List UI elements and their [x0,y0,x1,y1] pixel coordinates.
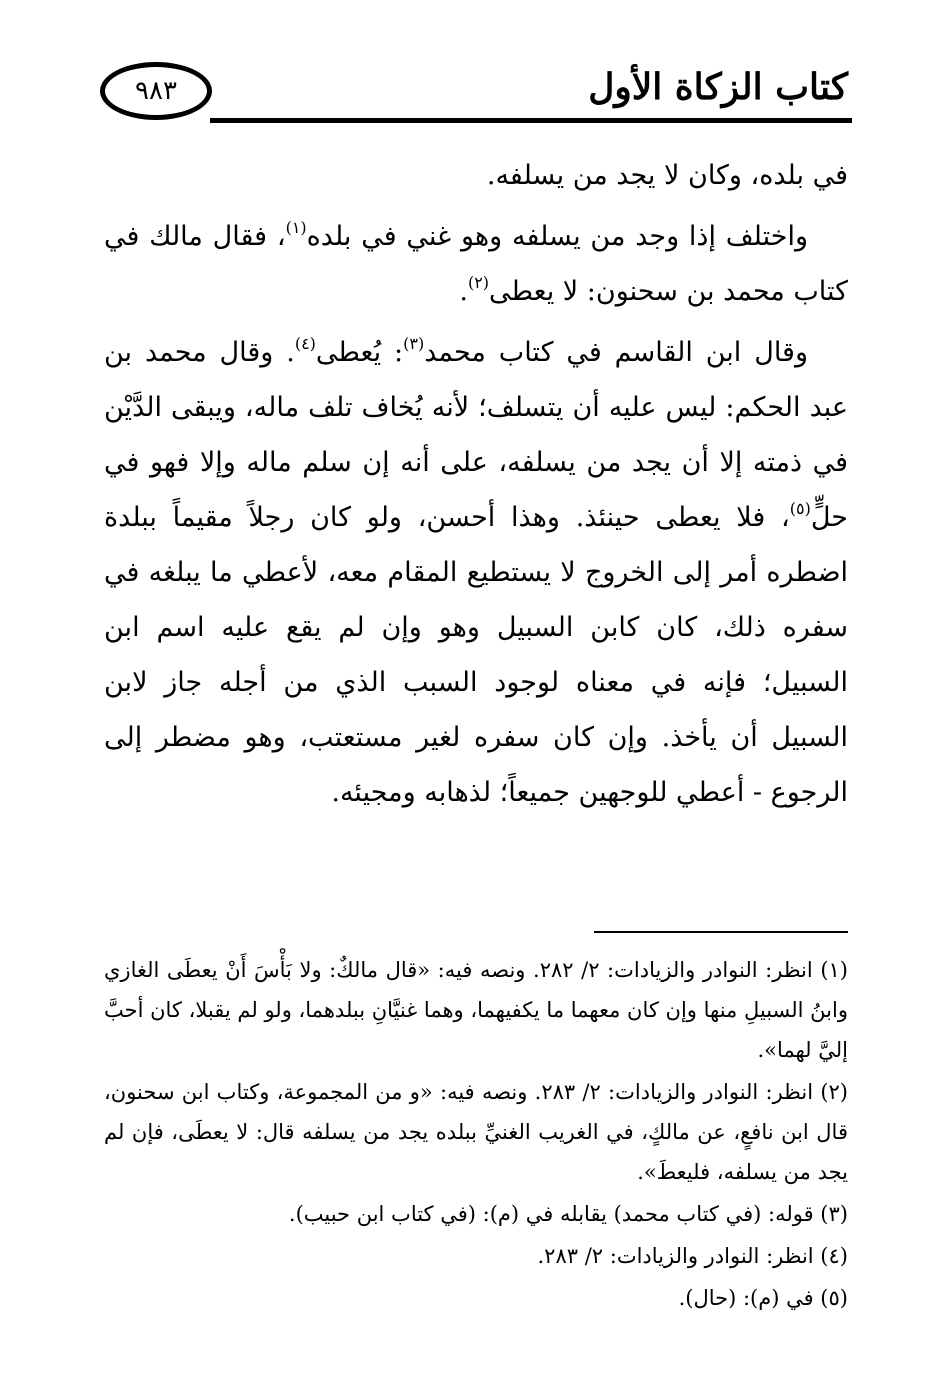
footnote-ref-2: (٢) [467,273,490,292]
page-header [100,58,852,128]
footnote-1: (١) انظر: النوادر والزيادات: ٢/ ٢٨٢. ونصه فيه: «قال مالكٌ: ولا بَأْسَ أَنْ يعطَى الغازي وابنُ السبيلِ منها وإن كان معهما ما يكفيهما، وهما غنيَّانِ ببلدهما، ولو لم يقبلا، كان أحبَّ إليَّ لهما». [104,958,848,1062]
footnote-5: (٥) في (م): (حال). [678,1286,848,1310]
paragraph-3-text-c: . وقال محمد بن عبد الحكم: ليس عليه أن يتسلف؛ لأنه يُخاف تلف ماله، ويبقى الدَّيْن في ذمته إلا أن يجد من يسلفه، على أنه إن سلم ماله وإلا فهو في حلٍّ [104,337,848,533]
paragraph-2-text-a: واختلف إذا وجد من يسلفه وهو غني في بلده [306,221,808,252]
footnote-4: (٤) انظر: النوادر والزيادات: ٢/ ٢٨٣. [537,1244,848,1268]
main-text [104,148,848,826]
footnote-3: (٣) قوله: (في كتاب محمد) يقابله في (م): (في كتاب ابن حبيب). [288,1202,848,1226]
footnote-ref-3: (٣) [403,334,425,353]
footnote-ref-4: (٤) [294,334,316,353]
paragraph-2-text-b: ، فقال مالك في كتاب محمد بن سحنون: لا يعطى [104,221,848,307]
paragraph-2 [104,209,848,319]
footnote-separator [594,931,848,933]
footnotes [104,950,848,1320]
paragraph-3-text-b: : يُعطى [315,337,404,368]
footnote-ref-5: (٥) [789,499,811,518]
paragraph-3 [104,325,848,820]
paragraph-1-text: في بلده، وكان لا يجد من يسلفه. [486,160,848,191]
footnote-ref-1: (١) [285,218,307,237]
paragraph-1 [104,148,848,203]
paragraph-3-text-a: وقال ابن القاسم في كتاب محمد [424,337,808,368]
paragraph-3-text-d: ، فلا يعطى حينئذ. وهذا أحسن، ولو كان رجلاً مقيماً ببلدة اضطره أمر إلى الخروج لا يستطيع المقام معه، لأعطي ما يبلغه في سفره ذلك، كان كابن السبيل وهو وإن لم يقع عليه اسم ابن السبيل؛ فإنه في معناه لوجود السبب الذي من أجله جاز لابن السبيل أن يأخذ. وإن كان سفره لغير مستعتب، وهو مضطر إلى الرجوع - أعطي للوجهين جميعاً؛ لذهابه ومجيئه. [104,502,848,808]
page-number: ٩٨٣ [100,62,212,120]
footnote-2: (٢) انظر: النوادر والزيادات: ٢/ ٢٨٣. ونصه فيه: «و من المجموعة، وكتاب ابن سحنون، قال ابن نافعٍ، عن مالكٍ، في الغريب الغنيِّ ببلده يجد من يسلفه قال: لا يعطَى، فإن لم يجد من يسلفه، فليعطَ». [104,1080,848,1184]
header-rule [210,118,852,123]
chapter-title: كتاب الزكاة الأول [588,66,848,108]
paragraph-2-text-c: . [459,276,468,307]
